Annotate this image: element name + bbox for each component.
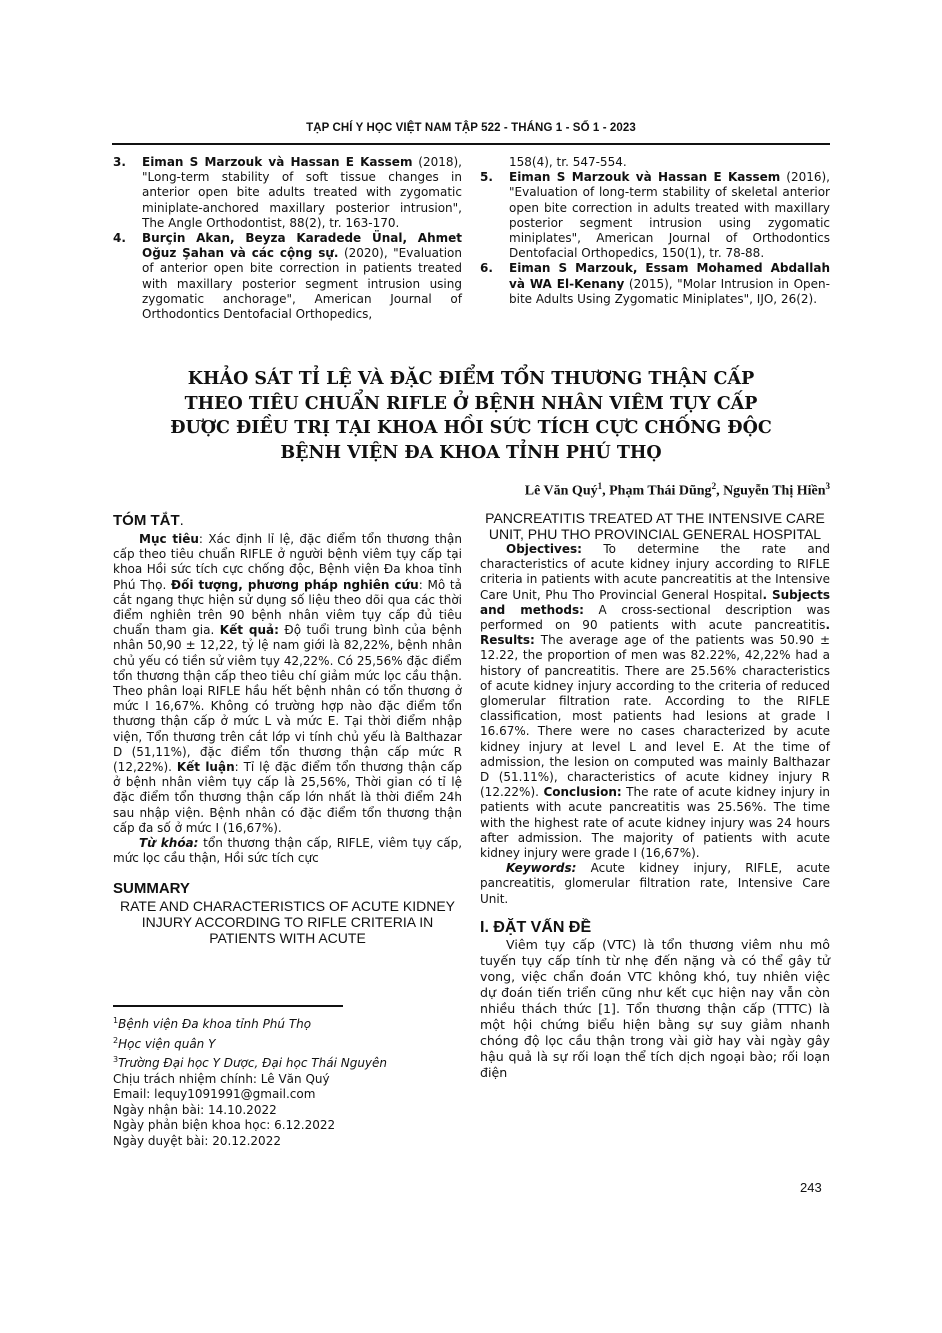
label-objectives: Objectives: — [506, 542, 582, 556]
references-left — [113, 155, 462, 322]
author-name: Lê Văn Quý — [524, 483, 598, 499]
journal-header: TẠP CHÍ Y HỌC VIỆT NAM TẬP 522 - THÁNG 1 - SỐ 1 - 2023 — [306, 122, 636, 134]
author-name: Nguyễn Thị Hiền — [723, 483, 826, 499]
footnote-rule — [113, 1005, 343, 1007]
section-text: Viêm tụy cấp (VTC) là tổn thương viêm nhu mô tuyến tụy cấp tính từ nhẹ đến nặng và có thể gây tử vong, việc chẩn đoán VTC không khó, tuy nhiên việc dự đoán tiến triển cũng như kết cục hiện nay vẫn còn nhiều thách thức [1]. Tổn thương thận cấp (TTTC) là một hội chứng biểu hiện bằng sự suy giảm nhanh chóng độ lọc cầu thận trong vài giờ hay vài ngày gây hậu quả là sự rối loạn thể tích dịch ngoại bào; rối loạn điện — [480, 936, 830, 1080]
tomtat-heading: TÓM TẮT — [113, 512, 180, 529]
text-ket-luan: : Tỉ lệ đặc điểm tổn thương thận cấp ở bệnh nhân viêm tụy cấp là 25,56%, Thời gian có tỉ lệ đặc điểm tổn thương thận cấp lớn nhất là thời điểm 24h sau nhập viện. Bệnh nhân có đặc điểm tổn thương thận cấp đa số ở mức I (16,67%). — [113, 760, 462, 835]
affiliation-2 — [113, 1033, 462, 1053]
text-keywords: Acute kidney injury, RIFLE, acute pancreatitis, glomerular filtration rate, Intensive Care Unit. — [480, 861, 830, 906]
author-list — [400, 481, 830, 500]
author-separator: , — [602, 483, 610, 499]
reference-authors: Eiman S Marzouk và Hassan E Kassem — [509, 170, 781, 185]
author-affiliation: 3 — [825, 481, 830, 491]
reference-number: 4. — [113, 231, 126, 246]
reference-authors: Eiman S Marzouk, Essam Mohamed Abdallah và WA El-Kenany — [509, 261, 830, 291]
reference-text: (2016), "Evaluation of long-term stability of skeletal anterior open bite correction in adults treated with maxillary posterior segment intrusion using zygomatic miniplates", American Journal of Orthodontics Dentofacial Orthopedics, 150(1), tr. 78-88. — [509, 170, 830, 261]
text-results: The average age of the patients was 50.90 ± 12.22, the proportion of men was 82.22%, 42,22% had a history of pancreatitis. There are 25.56% characteristics of acute kidney injury according to the criteria of reduced glomerular filtration rate. According to the RIFLE classification, most patients had lesions at grade I 16.67%. There were no cases characterized by acute kidney injury at level L and level E. At the time of admission, the lesion on computed was mainly Balthazar D (51.11%), characteristics of acute kidney injury R (12.22%). — [480, 633, 830, 800]
aff-sup: 2 — [113, 1035, 119, 1045]
title-line: THEO TIÊU CHUẨN RIFLE Ở BỆNH NHÂN VIÊM TỤY CẤP — [184, 393, 758, 414]
summary-paragraph — [480, 542, 830, 861]
date-received: Ngày nhận bài: 14.10.2022 — [113, 1102, 277, 1117]
reference-text: (2015), "Molar Intrusion in Open-bite Adults Using Zygomatic Miniplates", IJO, 26(2). — [509, 276, 830, 306]
reference-text: (2018), "Long-term stability of soft tissue changes in anterior open bite adults treated with zygomatic miniplate-anchored maxillary posterior intrusion", The Angle Orthodontist, 88(2), tr. 163-170. — [142, 155, 462, 230]
reference-authors: Burçin Akan, Beyza Karadede Ünal, Ahmet Oğuz Şahan và các cộng sự. — [142, 231, 462, 261]
summary-title-part2: PANCREATITIS TREATED AT THE INTENSIVE CARE UNIT, PHU THO PROVINCIAL GENERAL HOSPITAL — [485, 510, 825, 542]
text-objectives: To determine the rate and characteristics of acute kidney injury according to RIFLE criteria in patients with acute pancreatitis at the Intensive Care Unit, Phu Tho Provincial General Hospital — [480, 542, 830, 602]
title-line: ĐƯỢC ĐIỀU TRỊ TẠI KHOA HỒI SỨC TÍCH CỰC CHỐNG ĐỘC — [170, 418, 772, 438]
text-muc-tieu: : Xác định lỉ lệ, đặc điểm tổn thương thận cấp theo tiêu chuẩn RIFLE ở người bệnh viêm tụy cấp tại khoa Hồi sức tích cực chống độc, Bệnh viện Đa khoa tỉnh Phú Thọ. — [113, 532, 462, 592]
label-subjects: . Subjects and methods: — [480, 587, 830, 617]
header-rule — [112, 143, 830, 145]
affiliation-3 — [113, 1052, 462, 1072]
reference-text: 158(4), tr. 547-554. — [509, 155, 627, 169]
reference-text: (2020), "Evaluation of anterior open bite correction in patients treated with maxillary posterior segment intrusion using zygomatic anchorage", American Journal of Orthodontics Dentofacial Orthopedics, — [142, 246, 462, 322]
aff-text: Học viện quân Y — [118, 1036, 216, 1051]
text-conclusion: The rate of acute kidney injury in patients with acute pancreatitis was 25.56%. The time with the highest rate of acute kidney injury was 24 hours after admission. The majority of patients with acute kidney injury were grade I (16,67%). — [480, 785, 831, 861]
keywords-english — [480, 861, 830, 907]
reference-number: 5. — [480, 170, 493, 185]
reference-4-continued — [480, 155, 830, 170]
author-affiliation: 2 — [711, 481, 717, 491]
label-muc-tieu: Mục tiêu — [139, 532, 199, 546]
footnotes — [113, 1013, 462, 1149]
label-doi-tuong: Đối tượng, phương pháp nghiên cứu — [171, 577, 419, 592]
author-name: Phạm Thái Dũng — [609, 483, 712, 499]
responsible-author: Chịu trách nhiệm chính: Lê Văn Quý — [113, 1071, 330, 1086]
label-results: . Results: — [480, 618, 830, 648]
text-subjects: A cross-sectional description was performed on 90 patients with acute pancreatitis — [480, 602, 830, 633]
keywords-vietnamese — [113, 836, 462, 866]
title-line: KHẢO SÁT TỈ LỆ VÀ ĐẶC ĐIỂM TỔN THƯƠNG THẬN CẤP — [187, 369, 755, 389]
summary-heading: SUMMARY — [113, 880, 190, 898]
reference-3 — [113, 155, 462, 231]
affiliation-1 — [113, 1013, 462, 1033]
reference-number: 6. — [480, 261, 493, 276]
aff-sup: 1 — [113, 1016, 119, 1025]
references-right — [480, 155, 830, 307]
text-doi-tuong: : Mô tả cắt ngang thực hiện sử dụng số liệu theo dõi qua các thời điểm nghiên trên 90 bệnh nhân viêm tụy cấp đủ tiêu chuẩn tham gia. — [113, 577, 462, 638]
summary-title-part1: RATE AND CHARACTERISTICS OF ACUTE KIDNEY INJURY ACCORDING TO RIFLE CRITERIA IN PATIENTS WITH ACUTE — [119, 898, 455, 947]
label-tu-khoa: Từ khóa: — [139, 836, 199, 851]
text-ket-qua: Độ tuổi trung bình của bệnh nhân 50,90 ± 12,22, tỷ lệ nam giới là 82,22%, bệnh nhân chủ yếu có tiền sử viêm tụy 42,22%. Có 25,56% đặc điểm tổn thương thận cấp theo tiêu chí giảm mức lọc cầu thận. Theo phân loại RIFLE hầu hết bệnh nhân có tổn thương ở mức I 16,67%. Không có trường hợp nào đặc điểm tổn thương thận cấp ở mức L và mức E. Tại thời điểm nhập viện, Tổn thương trên cắt lớp vi tính chủ yếu là Balthazar D (51,11%), đặc điểm tổn thương thận cấp mức R (12,22%). — [113, 623, 463, 775]
label-ket-qua: Kết quả: — [219, 623, 279, 638]
reference-5 — [480, 170, 830, 261]
label-keywords: Keywords: — [506, 861, 577, 876]
text-tu-khoa: tổn thương thận cấp, RIFLE, viêm tụy cấp, mức lọc cầu thận, Hồi sức tích cực — [113, 836, 463, 866]
abstract-vietnamese — [113, 512, 462, 946]
date-accepted: Ngày duyệt bài: 20.12.2022 — [113, 1133, 281, 1148]
reference-number: 3. — [113, 155, 126, 169]
aff-sup: 3 — [113, 1055, 119, 1064]
date-reviewed: Ngày phản biện khoa học: 6.12.2022 — [113, 1118, 336, 1132]
article-title — [112, 367, 830, 465]
reference-authors: Eiman S Marzouk và Hassan E Kassem — [142, 155, 413, 169]
page-number: 243 — [800, 1180, 822, 1195]
reference-6 — [480, 261, 830, 307]
section-heading: I. ĐẶT VẤN ĐỀ — [480, 918, 592, 936]
aff-text: Trường Đại học Y Dược, Đại học Thái Nguyên — [118, 1056, 388, 1070]
email: Email: lequy1091991@gmail.com — [113, 1087, 316, 1101]
author-affiliation: 1 — [597, 481, 603, 491]
abstract-paragraph — [113, 532, 462, 836]
title-line: BỆNH VIỆN ĐA KHOA TỈNH PHÚ THỌ — [280, 442, 662, 463]
aff-text: Bệnh viện Đa khoa tỉnh Phú Thọ — [118, 1017, 312, 1031]
abstract-english — [480, 510, 830, 1081]
reference-4 — [113, 231, 462, 322]
tomtat-heading-dot: . — [179, 512, 184, 529]
label-conclusion: Conclusion: — [543, 785, 622, 800]
label-ket-luan: Kết luận — [176, 760, 235, 775]
author-separator: , — [716, 483, 724, 499]
